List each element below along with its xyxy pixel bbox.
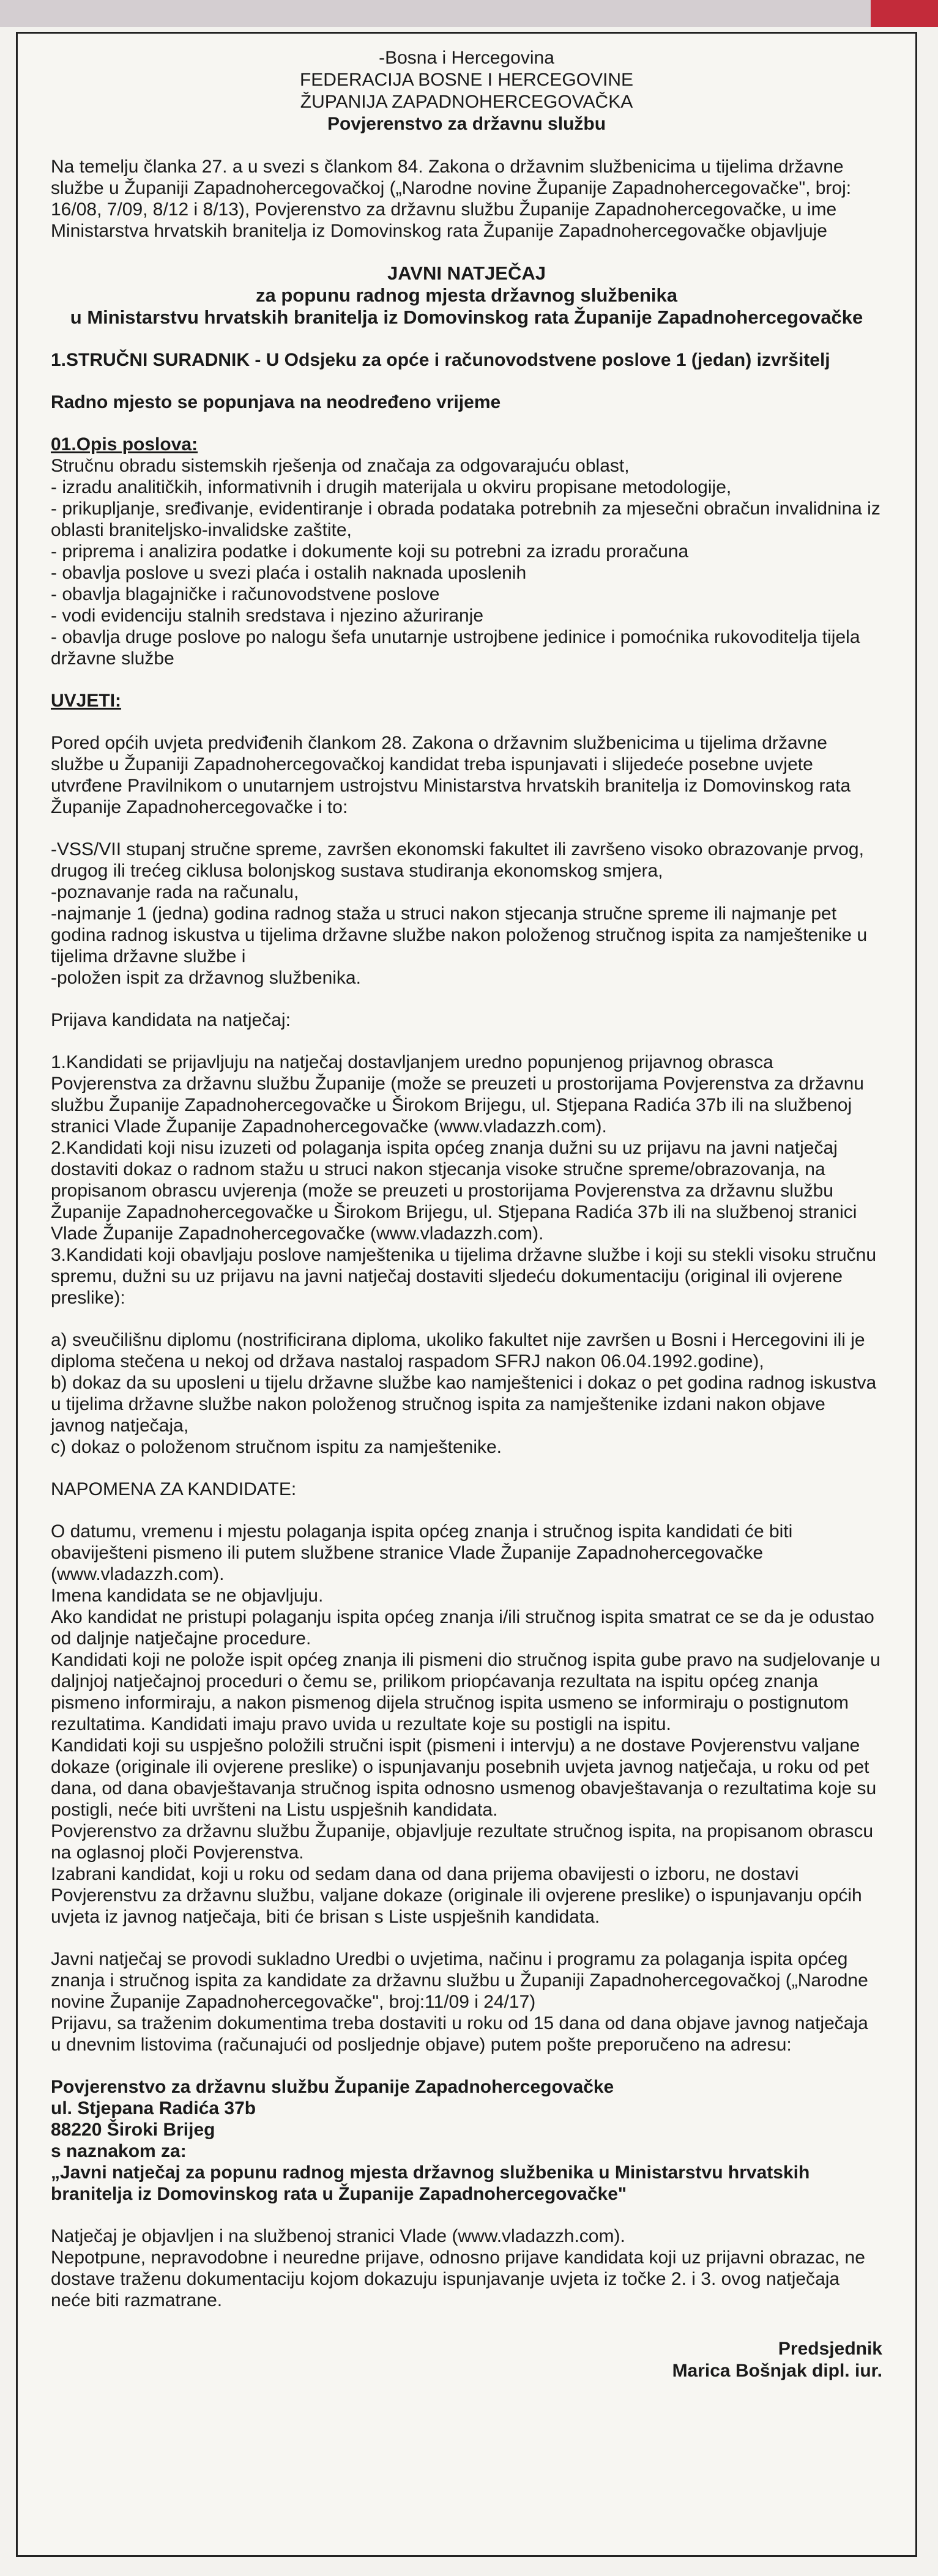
address-label: s naznakom za: [51,2141,187,2161]
list-item: -VSS/VII stupanj stručne spreme, završen ekonomski fakultet ili završeno visoko obrazovanje prvog, drugog ili trećeg ciklusa bolonjskog sustava studiranja ekonomskog smjera, [51,839,864,881]
address-street: ul. Stjepana Radića 37b [51,2098,256,2118]
application-heading: Prijava kandidata na natječaj: [51,1010,291,1030]
notes-heading: NAPOMENA ZA KANDIDATE: [51,1479,297,1499]
note-paragraph: Kandidati koji su uspješno položili stručni ispit (pismeni i intervju) a ne dostave Povjerenstvu valjane dokaze (originale ili ovjerene preslike) o ispunjavanju posebnih uvjeta javnog natječaja, u roku od pet dana, od dana obavještavanja stručnog ispita odnosno usmenog obavještavanja o rezultatima koje su postigli, neće biti uvršteni na Listu uspješnih kandidata. [51,1735,877,1820]
header-commission: Povjerenstvo za državnu službu [327,114,606,134]
list-item: - obavlja druge poslove po nalogu šefa unutarnje ustrojbene jedinice i pomoćnika rukovoditelja tijela državne službe [51,627,860,669]
list-item: - obavlja blagajničke i računovodstvene poslove [51,584,440,604]
title-ministry: u Ministarstvu hrvatskih branitelja iz Domovinskog rata Županije Zapadnohercegovačke [70,306,863,328]
signature-block [51,2338,882,2382]
application-point-1: 1.Kandidati se prijavljuju na natječaj dostavljanjem uredno popunjenog prijavnog obrasca Povjerenstva za državnu službu Županije (može se preuzeti u prostorijama Povjerenstva za državnu službu Županije Zapadnohercegovačke u Širokom Brijegu, ul. Stjepana Radića 37b ili na službenoj stranici Vlade Županije Zapadnohercegovačke (www.vladazzh.com). [51,1052,864,1137]
duties-list [51,455,882,669]
conditions-list [51,839,882,989]
note-paragraph: Ako kandidat ne pristupi polaganju ispita općeg znanja i/ili stručnog ispita smatrat ce se da je odustao od daljnje natječajne procedure. [51,1607,874,1649]
note-paragraph: O datumu, vremenu i mjestu polaganja ispita općeg znanja i stručnog ispita kandidati će biti obaviješteni pismeno ili putem službene stranice Vlade Županije Zapadnohercegovačke (www.vladazzh.com). [51,1521,793,1584]
incomplete-applications-note: Nepotpune, nepravodobne i neuredne prijave, odnosno prijave kandidata koji uz prijavni obrazac, ne dostave traženu dokumentaciju kojom dokazuju ispunjavanje uvjeta iz točke 2. i 3. ovog natječaja neće biti razmatrane. [51,2248,865,2311]
note-paragraph: Kandidati koji ne polože ispit općeg znanja ili pismeni dio stručnog ispita gube pravo na sudjelovanje u daljnjoj natječajnoj proceduri o čemu se, prilikom priopćavanja rezultata na ispitu općeg znanja pismeno informiraju, a nakon pismenog dijela stručnog ispita usmeno se informiraju o postignutom rezultatima. Kandidati imaju pravo uvida u rezultate koje su postigli na ispitu. [51,1650,880,1734]
application-doc-a: a) sveučilišnu diplomu (nostrificirana diploma, ukoliko fakultet nije završen u Bosni i Hercegovini ili je diploma stečena u nekoj od država nastaloj raspadom SFRJ nakon 06.04.1992.godine), [51,1330,865,1372]
list-item: - prikupljanje, sređivanje, evidentiranje i obrada podataka potrebnih za mjesečni obračun invalidnina iz oblasti braniteljsko-invalidske zaštite, [51,499,880,540]
note-paragraph: Povjerenstvo za državnu službu Županije, objavljuje rezultate stručnog ispita, na propisanom obrascu na oglasnoj ploči Povjerenstva. [51,1821,874,1863]
duties-heading: 01.Opis poslova: [51,434,198,455]
list-item: Stručnu obradu sistemskih rješenja od značaja za odgovarajuću oblast, [51,456,630,476]
signature-name: Marica Bošnjak dipl. iur. [672,2361,882,2381]
signature-role: Predsjednik [778,2339,882,2359]
header-canton: ŽUPANIJA ZAPADNOHERCEGOVAČKA [300,92,633,112]
application-point-3: 3.Kandidati koji obavljaju poslove namještenika u tijelima državne službe i koji su stekli visoku stručnu spremu, dužni su uz prijavu na javni natječaj dostaviti sljedeću dokumentaciju (original ili ovjerene preslike): [51,1245,877,1308]
list-item: -poznavanje rada na računalu, [51,882,299,902]
conditions-intro: Pored općih uvjeta predviđenih člankom 28. Zakona o državnim službenicima u tijelima državne službe u Županiji Zapadnohercegovačkoj kandidat treba ispunjavati i slijedeće posebne uvjete utvrđene Pravilnikom o unutarnjem ustrojstvu Ministarstva hrvatskih branitelja iz Domovinskog rata Županije Zapadnohercegovačke i to: [51,733,851,817]
application-point-2: 2.Kandidati koji nisu izuzeti od polaganja ispita općeg znanja dužni su uz prijavu na javni natječaj dostaviti dokaz o radnom stažu u struci nakon stjecanja visoke stručne spreme/obrazovanja, na propisanom obrascu uvjerenja (može se preuzeti u prostorijama Povjerenstva za državnu službu Županije Zapadnohercegovačke u Širokom Brijegu, ul. Stjepana Radića 37b ili na službenoj stranici Vlade Županije Zapadnohercegovačke (www.vladazzh.com). [51,1138,857,1244]
header-country: -Bosna i Hercegovina [379,48,554,68]
list-item: -najmanje 1 (jedna) godina radnog staža u struci nakon stjecanja stručne spreme ili najmanje pet godina radnog iskustva u tijelima državne službe nakon položenog stručnog ispita za namještenike u tijelima državne službe i [51,904,868,967]
publication-note: Natječaj je objavljen i na službenoj stranici Vlade (www.vladazzh.com). [51,2226,625,2246]
position-title: 1.STRUČNI SURADNIK - U Odsjeku za opće i računovodstvene poslove 1 (jedan) izvršitelj [51,350,830,370]
deadline-paragraph: Prijavu, sa traženim dokumentima treba dostaviti u roku od 15 dana od dana objave javnog natječaja u dnevnim listovima (računajući od posljednje objave) putem pošte preporučeno na adresu: [51,2013,868,2055]
mailing-address [51,2076,882,2205]
conditions-heading: UVJETI: [51,691,122,711]
address-city: 88220 Široki Brijeg [51,2120,215,2140]
regulation-paragraph: Javni natječaj se provodi sukladno Uredbi o uvjetima, načinu i programu za polaganja ispita općeg znanja i stručnog ispita za kandidate za državnu službu u Županiji Zapadnohercegovačkoj („Narodne novine Županije Zapadnohercegovačke", broj:11/09 i 24/17) [51,1949,868,2012]
list-item: -položen ispit za državnog službenika. [51,968,361,988]
position-note: Radno mjesto se popunjava na neodređeno vrijeme [51,392,501,412]
title-sub: za popunu radnog mjesta državnog službenika [256,284,677,306]
address-recipient: Povjerenstvo za državnu službu Županije Zapadnohercegovačke [51,2077,614,2097]
header-federation: FEDERACIJA BOSNE I HERCEGOVINE [299,70,634,90]
address-subject: „Javni natječaj za popunu radnog mjesta državnog službenika u Ministarstvu hrvatskih branitelja iz Domovinskog rata u Županije Zapadnohercegovačke" [51,2162,810,2204]
list-item: - izradu analitičkih, informativnih i drugih materijala u okviru propisane metodologije, [51,477,732,497]
notice-title [51,262,882,328]
notes-body [51,1521,882,1928]
note-paragraph: Izabrani kandidat, koji u roku od sedam dana od dana prijema obavijesti o izboru, ne dostavi Povjerenstvu za državnu službu, valjane dokaze (originale ili ovjerene preslike) o ispunjavanju općih uvjeta iz javnog natječaja, biti će brisan s Liste uspješnih kandidata. [51,1864,862,1927]
application-doc-b: b) dokaz da su uposleni u tijelu državne službe kao namještenici i dokaz o pet godina radnog iskustva u tijelima državne službe nakon položenog stručnog ispita za namještenike izdani nakon objave javnog natječaja, [51,1373,877,1436]
note-paragraph: Imena kandidata se ne objavljuju. [51,1586,324,1606]
list-item: - vodi evidenciju stalnih sredstava i njezino ažuriranje [51,606,484,626]
list-item: - priprema i analizira podatke i dokumente koji su potrebni za izradu proračuna [51,541,689,562]
application-doc-c: c) dokaz o položenom stručnom ispitu za namještenike. [51,1437,502,1457]
newspaper-top-strip [0,0,938,27]
newspaper-corner-accent [871,0,938,27]
list-item: - obavlja poslove u svezi plaća i ostalih naknada uposlenih [51,563,527,583]
issuer-header [51,47,882,135]
title-main: JAVNI NATJEČAJ [387,262,546,284]
intro-paragraph: Na temelju članka 27. a u svezi s člankom 84. Zakona o državnim službenicima u tijelima državne službe u Županiji Zapadnohercegovačkoj („Narodne novine Županije Zapadnohercegovačke", broj: 16/08, 7/09, 8/12 i 8/13), Povjerenstvo za državnu službu Županije Zapadnohercegovačke, u ime Ministarstva hrvatskih branitelja iz Domovinskog rata Županije Zapadnohercegovačke objavljuje [51,157,852,241]
notice-box [16,32,917,2557]
